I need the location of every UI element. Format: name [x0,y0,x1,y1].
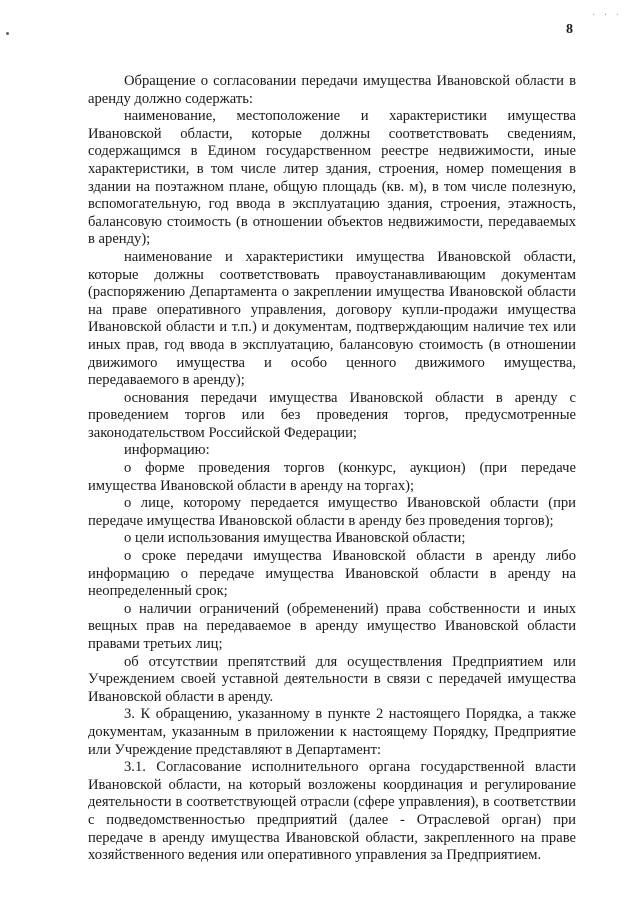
document-body [88,73,576,865]
paragraph-section-3: 3. К обращению, указанному в пункте 2 настоящего Порядка, а также документам, указанным в приложении к настоящему Порядку, Предприятие или Учреждение представляют в Департамент: [88,706,576,758]
paragraph-item: о цели использования имущества Ивановской области; [124,530,466,547]
page-number: 8 [566,22,573,37]
paragraph-item: о сроке передачи имущества Ивановской области в аренду либо информацию о передаче имущества Ивановской области в аренду на неопределенный срок; [88,548,576,600]
paragraph-item: наименование и характеристики имущества Ивановской области, которые должны соответствовать правоустанавливающим документам (распоряжению Департамента о закреплении имущества Ивановской области на праве оперативного управления, договору купли-продажи имущества Ивановской области и т.п.) и документам, подтверждающим наличие тех или иных прав, год ввода в эксплуатацию, балансовую стоимость (в отношении движимого имущества и особо ценного движимого имущества, передаваемого в аренду); [88,248,576,389]
paragraph-item: о наличии ограничений (обременений) права собственности и иных вещных прав на передаваемое в аренду имущество Ивановской области правами третьих лиц; [88,600,576,652]
paragraph-item: о форме проведения торгов (конкурс, аукцион) (при передаче имущества Ивановской области в аренду на торгах); [88,460,576,494]
paragraph-item: о лице, которому передается имущество Ивановской области (при передаче имущества Ивановской области в аренду без проведения торгов); [88,495,576,529]
paragraph-item: об отсутствии препятствий для осуществления Предприятием или Учреждением своей уставной деятельности в связи с передачей имущества Ивановской области в аренду. [88,653,576,705]
paragraph-item: информацию: [124,442,210,459]
paragraph-section-3-1: 3.1. Согласование исполнительного органа государственной власти Ивановской области, на который возложены координация и регулирование деятельности в соответствующей отрасли (сфере управления), в соответствии с подведомственностью предприятий (далее - Отраслевой орган) при передаче в аренду имущества Ивановской области, закрепленного на праве хозяйственного ведения или оперативного управления за Предприятием. [88,759,576,864]
margin-dot [6,32,9,35]
paragraph-item: основания передачи имущества Ивановской области в аренду с проведением торгов или без проведения торгов, предусмотренные законодательством Российской Федерации; [88,389,576,441]
paragraph-item: наименование, местоположение и характеристики имущества Ивановской области, которые должны соответствовать сведениям, содержащимся в Едином государственном реестре недвижимости, иные характеристики, в том числе литер здания, строения, номер помещения в здании на поэтажном плане, общую площадь (кв. м), в том числе полезную, вспомогательную, год ввода в эксплуатацию здания, строения, этажность, балансовую стоимость (в отношении объектов недвижимости, передаваемых в аренду); [88,108,576,248]
corner-mark: · · · [592,10,622,21]
paragraph-intro: Обращение о согласовании передачи имущества Ивановской области в аренду должно содержать: [88,73,576,107]
